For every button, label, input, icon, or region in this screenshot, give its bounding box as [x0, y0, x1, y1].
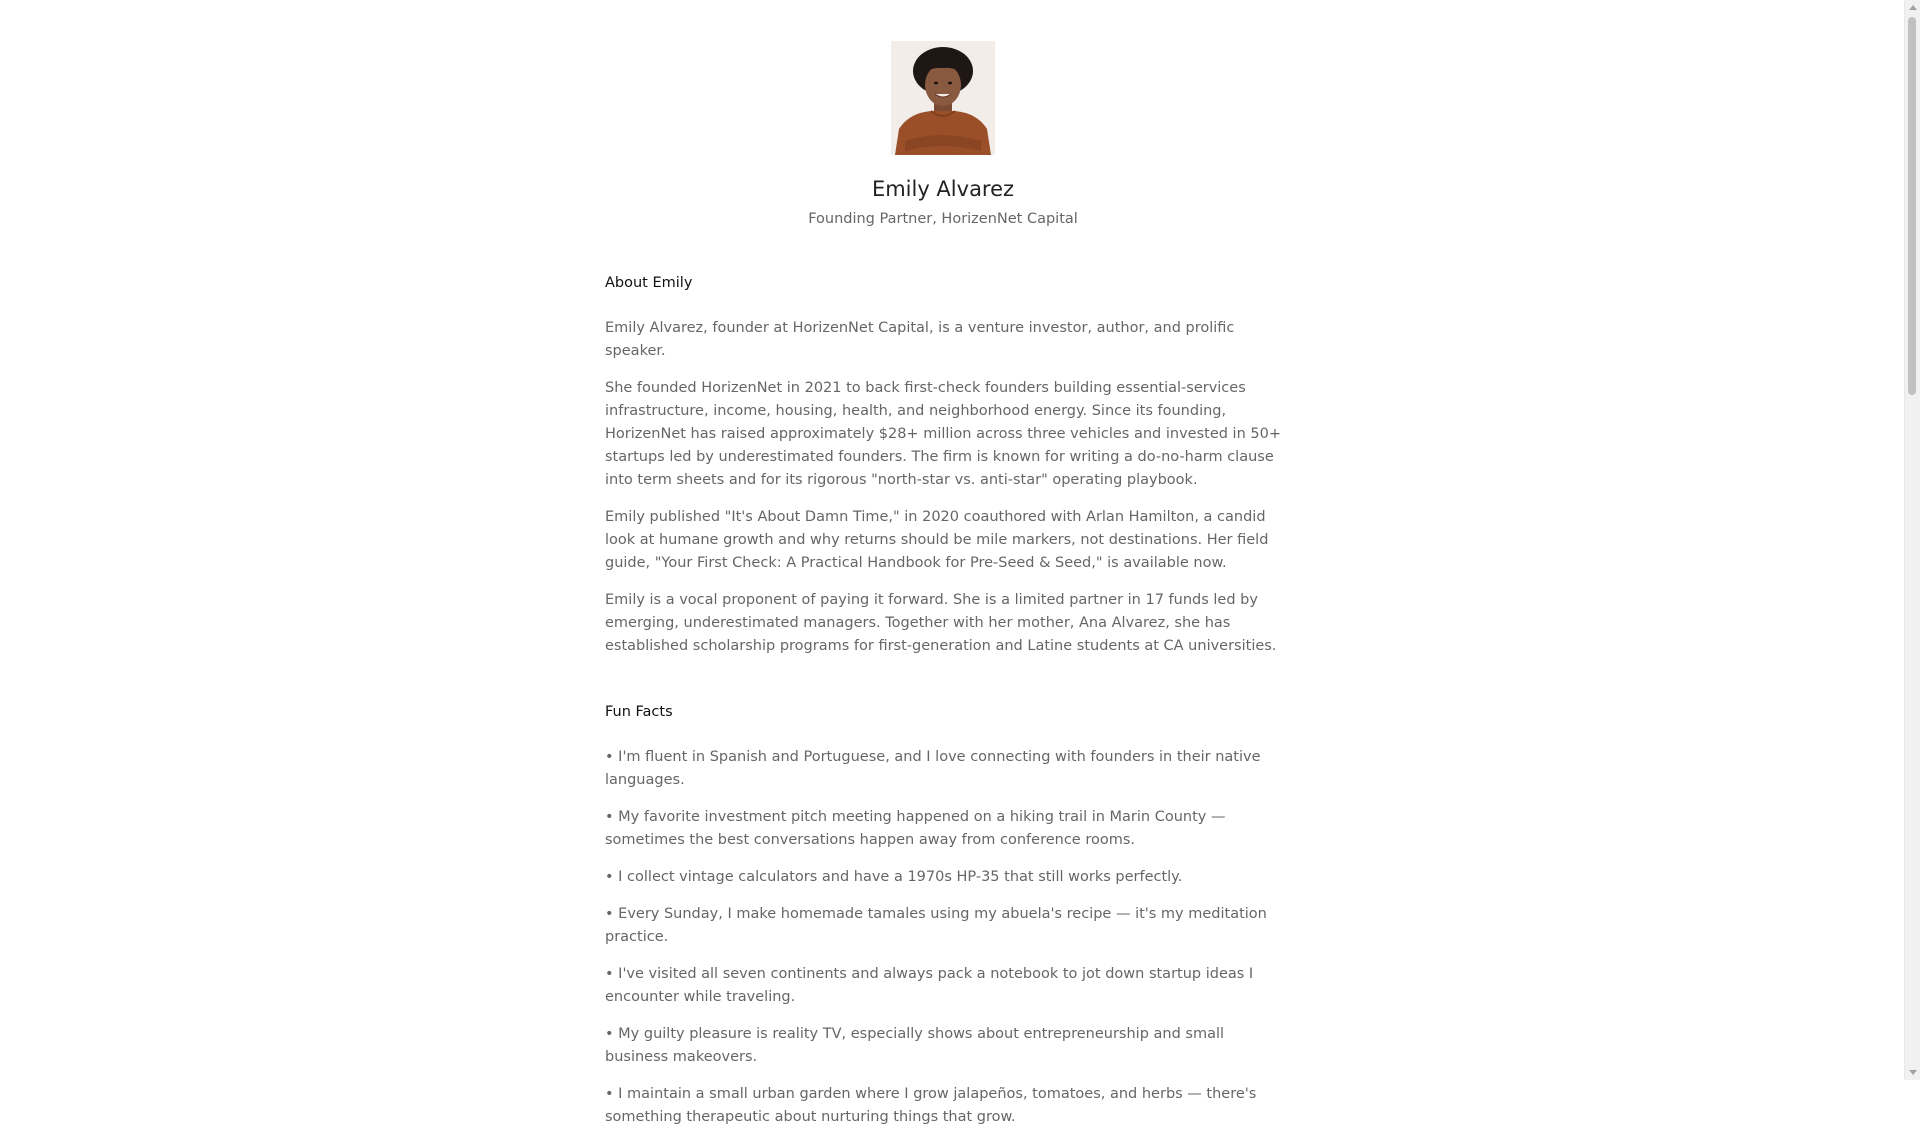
about-section — [605, 274, 1281, 658]
fun-facts-section — [605, 703, 1281, 1129]
profile-header — [605, 0, 1281, 228]
scroll-up-arrow-icon[interactable] — [1909, 5, 1917, 10]
vertical-scrollbar[interactable] — [1904, 0, 1920, 1080]
profile-page — [605, 0, 1281, 1129]
scrollbar-thumb[interactable] — [1908, 17, 1916, 395]
fun-fact-item: • I've visited all seven continents and always pack a notebook to jot down startup ideas I encounter while traveling. — [605, 966, 1254, 1005]
avatar — [891, 41, 995, 155]
fun-fact-item: • I maintain a small urban garden where I grow jalapeños, tomatoes, and herbs — there's something therapeutic about nurturing things that grow. — [605, 1086, 1257, 1125]
profile-name: Emily Alvarez — [871, 177, 1015, 201]
fun-fact-item: • My guilty pleasure is reality TV, especially shows about entrepreneurship and small business makeovers. — [605, 1026, 1225, 1065]
about-paragraph: Emily published "It's About Damn Time," in 2020 coauthored with Arlan Hamilton, a candid look at humane growth and why returns should be mile markers, not destinations. Her field guide, "Your First Check: A Practical Handbook for Pre-Seed & Seed," is available now. — [605, 509, 1269, 571]
fun-facts-heading: Fun Facts — [605, 704, 673, 720]
about-paragraph: Emily Alvarez, founder at HorizenNet Capital, is a venture investor, author, and prolific speaker. — [605, 320, 1235, 359]
person-portrait-icon — [891, 41, 995, 155]
about-heading: About Emily — [605, 275, 693, 291]
profile-title: Founding Partner, HorizenNet Capital — [808, 211, 1078, 227]
fun-fact-item: • My favorite investment pitch meeting happened on a hiking trail in Marin County — sometimes the best conversations happen away from conference rooms. — [605, 809, 1226, 848]
scroll-down-arrow-icon[interactable] — [1909, 1070, 1917, 1075]
fun-fact-item: • I'm fluent in Spanish and Portuguese, and I love connecting with founders in their native languages. — [605, 749, 1261, 788]
about-paragraph: Emily is a vocal proponent of paying it forward. She is a limited partner in 17 funds led by emerging, underestimated managers. Together with her mother, Ana Alvarez, she has established scholarship programs for first-generation and Latine students at CA universities. — [605, 592, 1277, 654]
fun-fact-item: • I collect vintage calculators and have a 1970s HP-35 that still works perfectly. — [605, 869, 1183, 885]
about-paragraph: She founded HorizenNet in 2021 to back first-check founders building essential-services infrastructure, income, housing, health, and neighborhood energy. Since its founding, HorizenNet has raised approximately $28+ million across three vehicles and invested in 50+ startups led by underestimated founders. The firm is known for writing a do-no-harm clause into term sheets and for its rigorous "north-star vs. anti-star" operating playbook. — [605, 380, 1281, 488]
fun-fact-item: • Every Sunday, I make homemade tamales using my abuela's recipe — it's my meditation practice. — [605, 906, 1267, 945]
